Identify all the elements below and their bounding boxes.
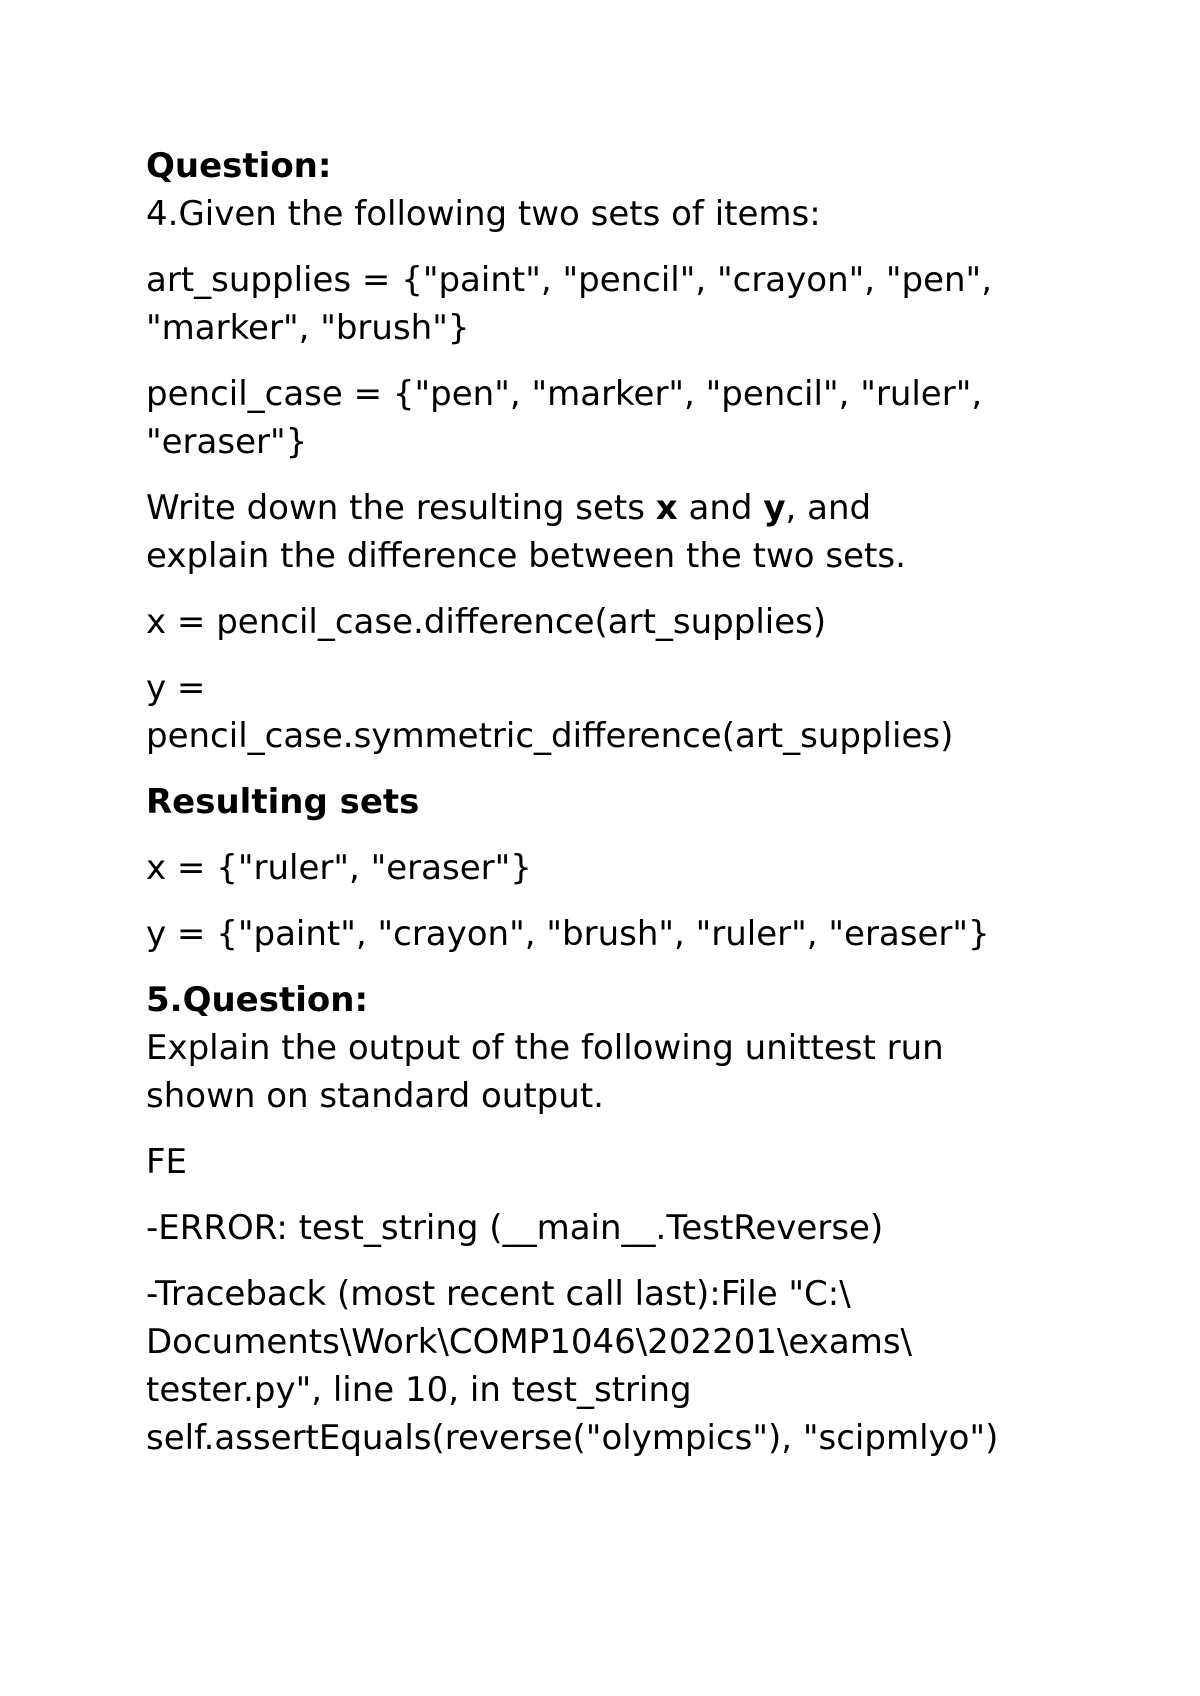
question-4-prompt: 4.Given the following two sets of items:: [146, 194, 821, 234]
test-error-line: -ERROR: test_string (__main__.TestReverse): [146, 1208, 884, 1248]
document-content: [146, 142, 1106, 1462]
question-4-instruction: [146, 484, 1106, 580]
traceback-line-2: Documents\Work\COMP1046\202201\exams\: [146, 1322, 912, 1362]
y-expression-line-1: y =: [146, 668, 206, 708]
instruction-text-pre: Write down the resulting sets: [146, 488, 656, 528]
traceback-line-1: -Traceback (most recent call last):File "C:\: [146, 1274, 851, 1314]
instruction-set-y: y: [763, 488, 786, 528]
instruction-text-post: , and: [785, 488, 872, 528]
x-expression: x = pencil_case.difference(art_supplies): [146, 602, 827, 642]
y-expression: [146, 664, 1106, 760]
traceback-block: [146, 1270, 1106, 1462]
question-5-prompt-line-1: Explain the output of the following unittest run: [146, 1028, 944, 1068]
y-expression-line-2: pencil_case.symmetric_difference(art_supplies): [146, 716, 954, 756]
art-supplies-line-2: "marker", "brush"}: [146, 308, 470, 348]
test-output-fe: FE: [146, 1142, 188, 1182]
pencil-case-definition: [146, 370, 1106, 466]
question-5-prompt-line-2: shown on standard output.: [146, 1076, 604, 1116]
instruction-line-2: explain the difference between the two sets.: [146, 536, 906, 576]
pencil-case-line-1: pencil_case = {"pen", "marker", "pencil", "ruler",: [146, 374, 983, 414]
traceback-line-3: tester.py", line 10, in test_string: [146, 1370, 692, 1410]
question-5-heading: 5.Question:: [146, 980, 369, 1020]
art-supplies-definition: [146, 256, 1106, 352]
traceback-line-4: self.assertEquals(reverse("olympics"), "scipmlyo"): [146, 1418, 999, 1458]
instruction-text-mid: and: [677, 488, 764, 528]
question-4-heading: Question:: [146, 146, 332, 186]
y-result: y = {"paint", "crayon", "brush", "ruler", "eraser"}: [146, 914, 990, 954]
results-heading: Resulting sets: [146, 782, 420, 822]
instruction-set-x: x: [655, 488, 678, 528]
pencil-case-line-2: "eraser"}: [146, 422, 308, 462]
art-supplies-line-1: art_supplies = {"paint", "pencil", "crayon", "pen",: [146, 260, 992, 300]
instruction-line-1: [146, 484, 1106, 532]
x-result: x = {"ruler", "eraser"}: [146, 848, 532, 888]
